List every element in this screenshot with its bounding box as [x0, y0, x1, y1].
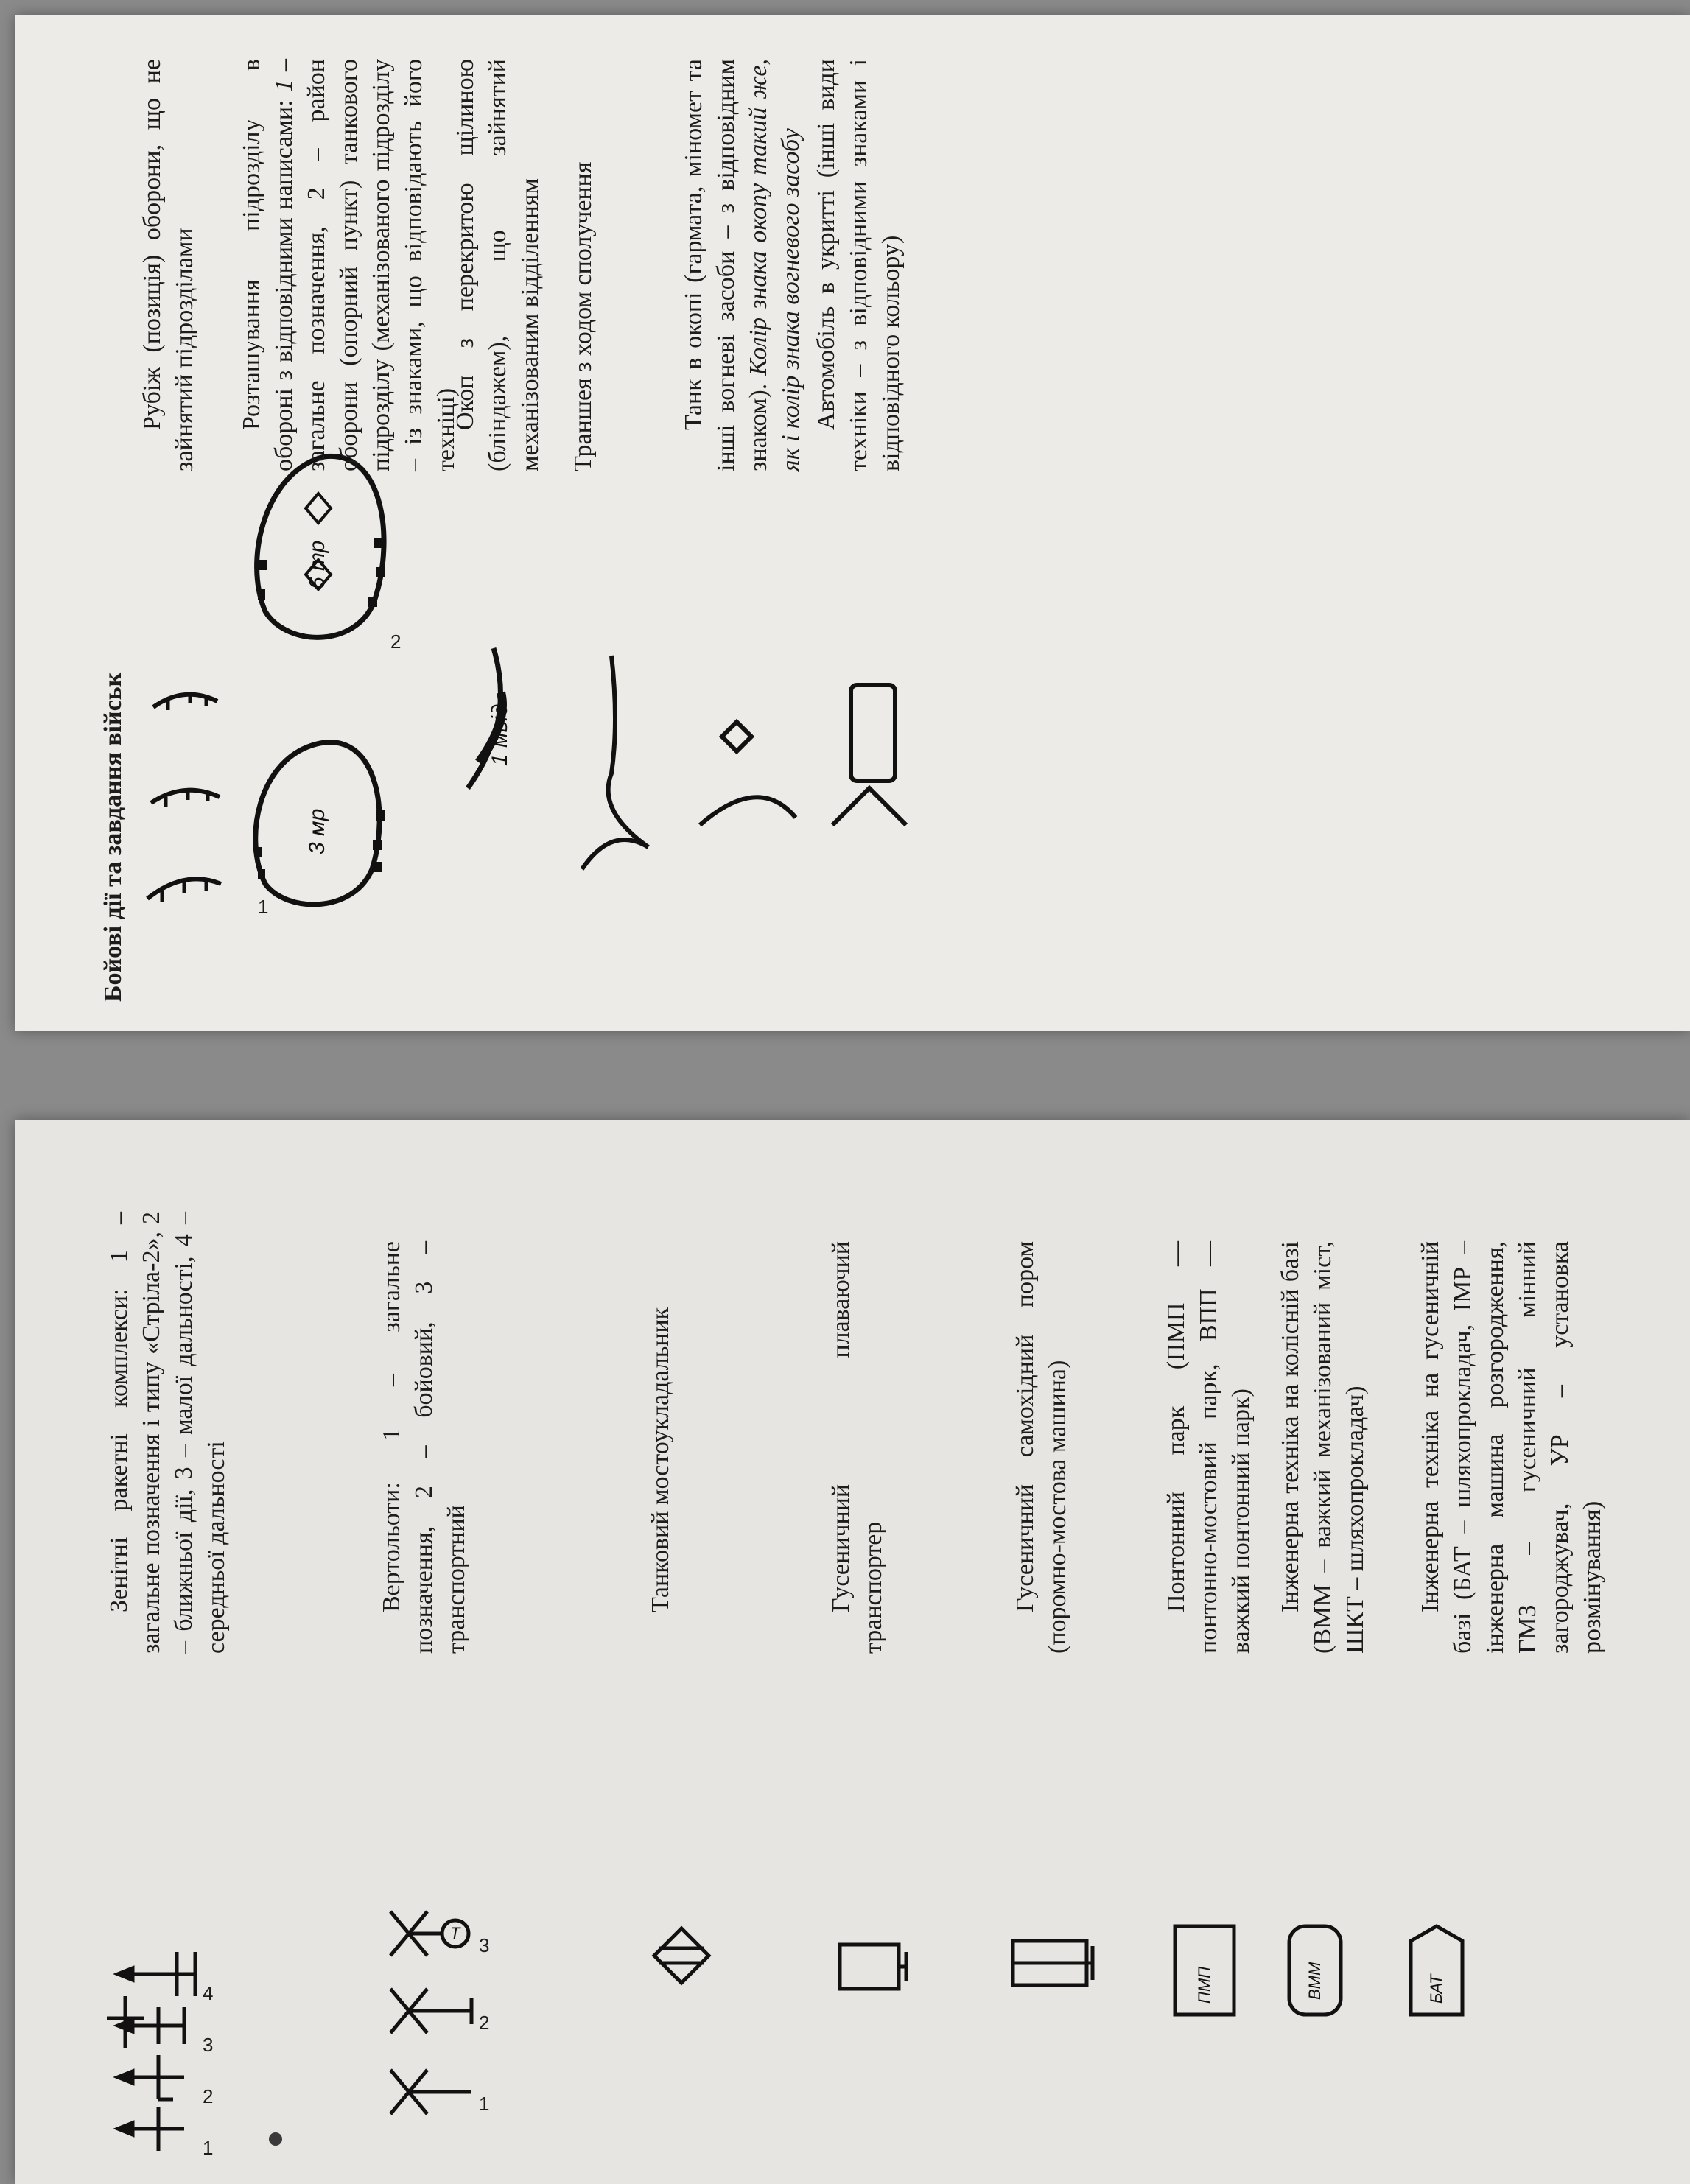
right-page — [15, 15, 1690, 1031]
paper-speck — [269, 2132, 282, 2146]
right-text-trench: Траншея з ходом сполучення — [569, 161, 597, 471]
right-text-vehicle-shelter: Автомобіль в укритті (інші види техніки – з відповідними знаками і відповідного кольору) — [813, 59, 905, 471]
left-text-ferry: Гусеничний самохідний пором (поромно-мостова машина) — [1011, 1241, 1071, 1654]
heli-label-2: 2 — [479, 2012, 490, 2034]
vehicle-shelter-icon — [810, 678, 958, 869]
right-text-tank-in-trench — [678, 59, 807, 471]
self-propelled-ferry-icon — [1006, 1915, 1109, 2018]
left-page — [15, 1120, 1690, 2184]
pontoon-badge: ПМП — [1195, 1966, 1213, 2004]
engineering-tracked-icon — [1396, 1919, 1477, 2022]
vmm-badge: ВММ — [1305, 1962, 1324, 2000]
left-text-tracked: Інженерна техніка на гусеничній базі (БАТ – шляхопрокладач, ІМР – інженерна машина розгородження, ГМЗ – гусеничний мінний загороджувач, УР – установка розмінування) — [1417, 1241, 1606, 1654]
right-text-unit-positions — [236, 59, 463, 471]
squad-label: 1 мвід — [488, 703, 512, 766]
amphibious-transporter-icon — [832, 1923, 928, 2018]
right-text-defence-line: Рубіж (позиція) оборони, що не зайнятий підрозділами — [139, 59, 198, 471]
sam-label-1: 1 — [203, 2137, 214, 2159]
sam-symbol-3 — [118, 2007, 184, 2044]
helicopter-badge: Т — [450, 1924, 460, 1942]
engineering-wheeled-icon — [1274, 1919, 1356, 2022]
right-text-tank-in-trench-b: Колір знака окопу такий же, як і колір знака вогневого засобу — [745, 59, 804, 471]
covered-trench-icon — [449, 619, 553, 810]
heli-label-1: 1 — [479, 2093, 490, 2115]
left-text-sam: Зенітні ракетні комплекси: 1 – загальне позначення і типу «Стріла-2», 2 – ближньої дії, 3 – малої дальності, 4 – середньої дальності — [105, 1212, 230, 1654]
defence-line-icon — [133, 633, 236, 913]
helicopter-symbols — [368, 1886, 516, 2129]
bat-badge: БАТ — [1427, 1974, 1445, 2004]
pontoon-park-icon — [1164, 1919, 1245, 2022]
sam-symbol-1 — [118, 2107, 184, 2151]
sam-symbol-4 — [118, 1952, 195, 1996]
unit-positions-icon — [236, 427, 405, 918]
sam-complex-symbols — [103, 1959, 250, 2166]
helicopter-symbol-1 — [390, 2070, 471, 2114]
left-text-wheeled: Інженерна техніка на колісній базі (ВММ – важкий механізований міст, ШКТ – шляхопрокладач) — [1277, 1241, 1369, 1654]
right-text-unit-positions-a: Розташування підрозділу в обороні з відповідними написами: — [238, 59, 298, 471]
heli-label-3: 3 — [479, 1934, 490, 1956]
tank-in-trench-icon — [678, 678, 825, 854]
tank-bridge-layer-icon — [648, 1923, 715, 1989]
right-header: Бойові дії та завдання військ — [99, 672, 127, 1002]
right-text-tank-in-trench-a: Танк в окопі (гармата, міномет та інші вогневі засоби – з відповідним знаком). — [680, 59, 772, 471]
helicopter-symbol-2 — [390, 1989, 471, 2033]
position-label-2: 2 — [390, 631, 402, 653]
right-text-covered-trench: Окоп з перекритою щілиною (бліндажем), що зайнятий механізованим відділенням — [452, 59, 544, 471]
sam-label-2: 2 — [203, 2085, 214, 2107]
tank-unit-label: 6 тр — [305, 540, 329, 589]
mech-unit-label: 3 мр — [305, 808, 329, 854]
left-text-pontoon: Понтонний парк (ПМП — понтонно-мостовий парк, ВПП — важкий понтонний парк) — [1163, 1241, 1255, 1654]
sam-label-4: 4 — [203, 1982, 214, 2004]
position-label-1: 1 — [258, 896, 269, 918]
right-text-unit-positions-c: – загальне позначення, 2 – район оборони (опорний пункт) танкового підрозділу (механізованого підрозділу – із знаками, що відповідають його техніці) — [270, 59, 460, 471]
right-text-unit-positions-b: 1 — [270, 79, 298, 92]
left-text-transporter: Гусеничний плаваючий транспортер — [827, 1241, 887, 1654]
left-text-bridge-layer: Танковий мостоукладальник — [647, 1307, 674, 1612]
left-text-helicopters: Вертольоти: 1 – загальне позначення, 2 – бойовий, 3 – транспортний — [378, 1241, 470, 1654]
sam-label-3: 3 — [203, 2034, 214, 2056]
sam-symbol-2 — [118, 2055, 184, 2099]
